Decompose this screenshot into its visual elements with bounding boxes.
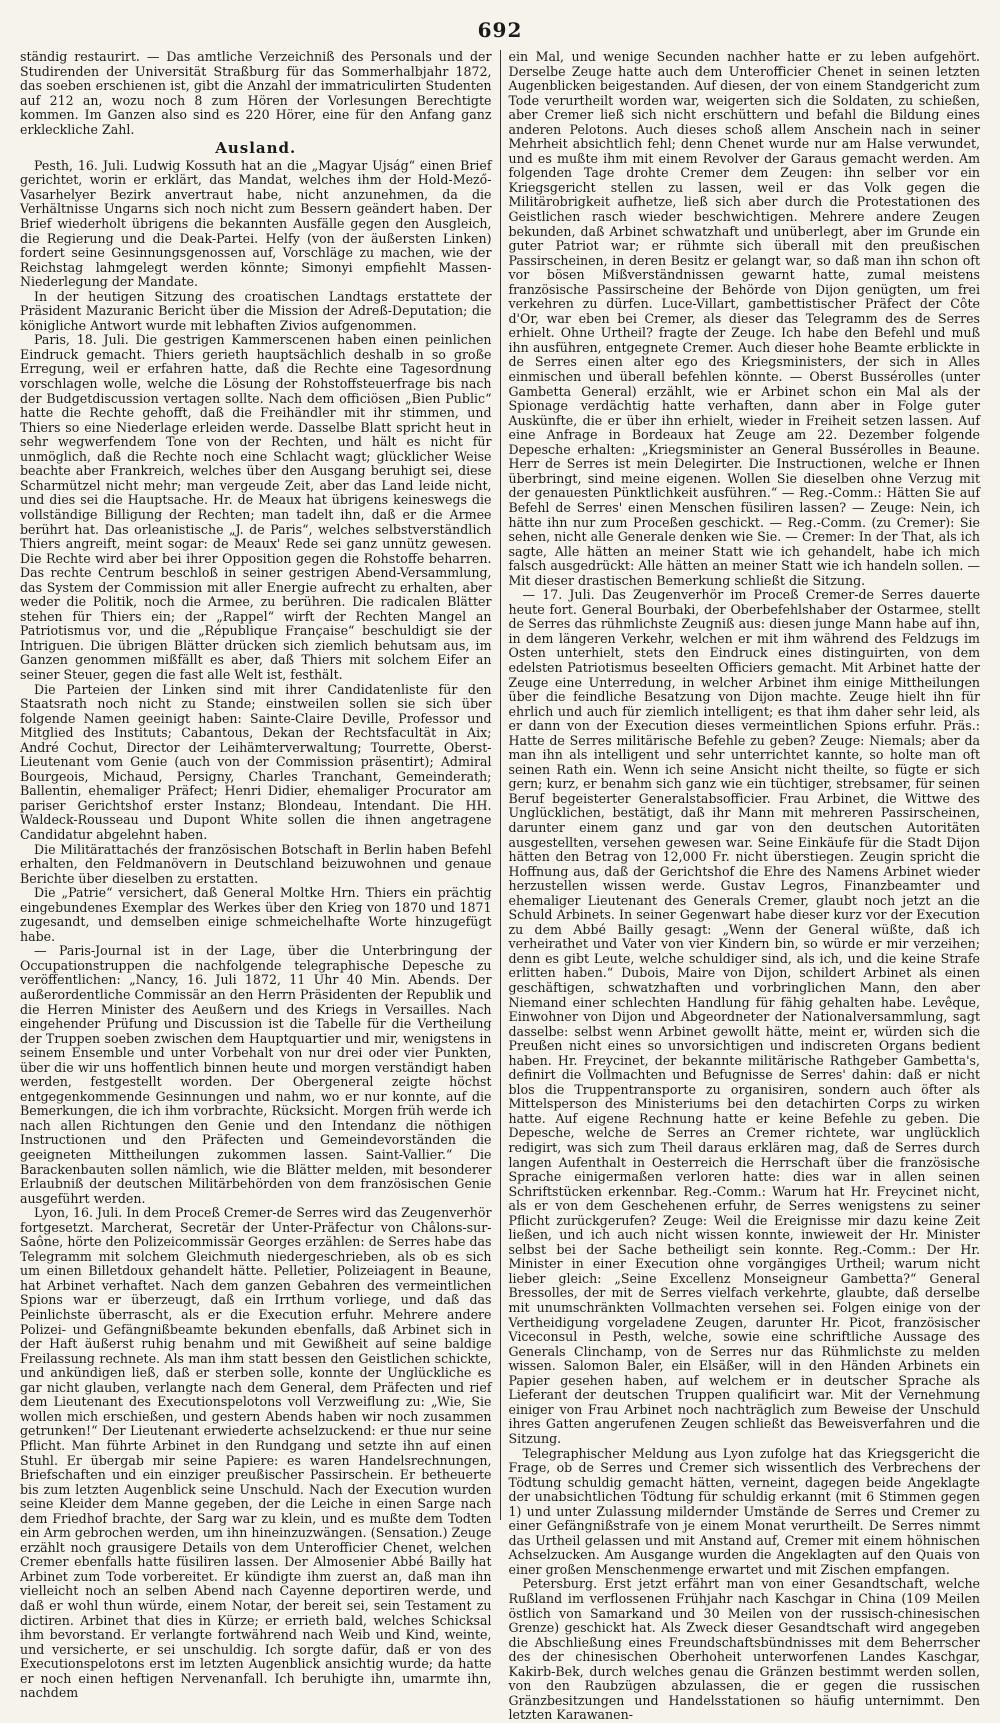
paragraph-petersburg: Petersburg. Erst jetzt erfährt man von einer Gesandtschaft, welche Rußland im verflossenen Frühjahr nach Kaschgar in China (109 Meilen östlich von Samarkand und 30 Meilen von der russisch-chinesischen Grenze) geschickt hat. Als Zweck dieser Gesandtschaft wird angegeben die Abschließung eines Freundschaftsbündnisses mit dem Beherrscher des der chinesischen Oberhoheit unterworfenen Landes Kaschgar, Kakirb-Bek, durch welches genau die Gränzen bestimmt werden sollen, von den Raubzügen abzulassen, die er gegen die russischen Gränzbesitzungen und Handelsstationen so häufig unternimmt. Den letzten Karawanen- xyxy=(508,1576,981,1723)
section-heading-ausland: Ausland. xyxy=(215,139,297,158)
paragraph-croatian-diet: In der heutigen Sitzung des croatischen Landtags erstattete der Präsident Mazuranic Bericht über die Mission der Adreß-Deputation; die königliche Antwort wurde mit lebhaften Zivios aufgenommen. xyxy=(20,288,492,333)
paragraph-candidate-list: Die Parteien der Linken sind mit ihrer Candidatenliste für den Staatsrath noch nicht zu Stande; einstweilen sollen sie sich über folgende Namen geeinigt haben: Sainte-Claire Deville, Professor und Mitglied des Instituts; Cabantous, Dekan der Rechtsfacultät in Aix; André Cochut, Director der Leihämterverwaltung; Tourrette, Oberst-Lieutenant vom Genie (auch von der Commission präsentirt); Admiral Bourgeois, Michaud, Persigny, Charles Tranchant, Gemeinderath; Ballentin, ehemaliger Präfect; Henri Didier, ehemaliger Procurator am pariser Gerichtshof erster Instanz; Blondeau, Intendant. Die HH. Waldeck-Rousseau und Dupont White sollen die ihnen angetragene Candidatur abgelehnt haben. xyxy=(20,681,492,842)
paragraph-paris-chamber: Paris, 18. Juli. Die gestrigen Kammerscenen haben einen peinlichen Eindruck gemacht. Thiers gerieth hauptsächlich deshalb in so große Erregung, weil er erfahren hatte, daß die Rechte eine Tagesordnung vorschlagen wolle, welche die Lösung der Rohstoffsteuerfrage bis nach der Budgetdiscussion vertagen sollte. Nach dem officiösen „Bien Public“ hatte die Rechte gehofft, daß die Freihändler mit ihr stimmen, und Thiers so eine Niederlage erleiden werde. Dasselbe Blatt spricht heut in sehr wegwerfendem Tone von der Rechten, und hält es nicht für unmöglich, daß die Rechte noch eine Schlacht wagt; glücklicher Weise beachte aber Frankreich, welches über den Ausgang beruhigt sei, diese Scharmützel nicht mehr; man vergeude Zeit, aber das Land leide nicht, und dies sei die Hauptsache. Hr. de Meaux hat übrigens keineswegs die vollständige Billigung der Rechten; man tadelt ihn, daß er die Armee berührt hat. Das orleanistische „J. de Paris“, welches selbstverständlich Thiers angreift, meint sogar: de Meaux' Rede sei ganz unnütz gewesen. Die Rechte wird aber bei ihrer Opposition gegen die Rohstoffe beharren. Das rechte Centrum beschloß in seiner gestrigen Abend-Versammlung, das System der Commission mit aller Energie aufrecht zu erhalten, aber weder die Politik, noch die Armee, zu berühren. Die radicalen Blätter stehen für Thiers ein; der „Rappel“ wirft der Rechten Mangel an Patriotismus vor, und die „République Française“ beschuldigt sie der Intriguen. Die übrigen Blätter drücken sich ziemlich behutsam aus, im Ganzen genommen mißfällt es aber, daß Thiers mit solchem Eifer an seiner Steuer, gegen die fast alle Welt ist, festhält. xyxy=(20,332,492,682)
paragraph-university: ständig restaurirt. — Das amtliche Verzeichniß des Personals und der Studirenden der Universität Straßburg für das Sommerhalbjahr 1872, das soeben erschienen ist, gibt die Anzahl der immatriculirten Studenten auf 212 an, wozu noch 8 zum Hören der Vorlesungen Berechtigte kommen. Im Ganzen also sind es 220 Hörer, eine für den Anfang ganz erkleckliche Zahl. xyxy=(20,49,492,137)
paragraph-trial-continued: ein Mal, und wenige Secunden nachher hatte er zu leben aufgehört. Derselbe Zeuge hatte auch dem Unterofficier Chenet in seinen letzten Augenblicken beigestanden. Auf diesen, der von einem Standgericht zum Tode verurtheilt worden war, weigerten sich die Soldaten, zu schießen, aber Cremer ließ sich nicht erschüttern und befahl die Bildung eines anderen Pelotons. Auch dieses schoß allem Anschein nach in seiner Mehrheit absichtlich fehl; denn Chenet wurde nur am Halse verwundet, und es mußte ihm mit einem Revolver der Garaus gemacht werden. Am folgenden Tage drohte Cremer dem Zeugen: ihn selber vor ein Kriegsgericht stellen zu lassen, weil er das Volk gegen die Militärobrigkeit aufhetze, ließ sich aber durch die Protestationen des Geistlichen rasch wieder beschwichtigen. Mehrere andere Zeugen bekunden, daß Arbinet schwatzhaft und unüberlegt, aber im Grunde ein guter Patriot war; er rühmte sich überall mit den preußischen Passirscheinen, in deren Besitz er gelangt war, so daß man ihn schon oft vor bösen Mißverständnissen gewarnt hatte, zumal meistens französische Passirscheine der Behörde von Dijon genügten, um frei verkehren zu dürfen. Luce-Villart, gambettistischer Präfect der Côte d'Or, war eben bei Cremer, als dieser das Telegramm des de Serres erhielt. Ohne Urtheil? fragte der Zeuge. Ich habe den Befehl und muß ihn ausführen, entgegnete Cremer. Auch dieser hohe Beamte erblickte in de Serres einen alter ego des Kriegsministers, der sich in Alles einmischen und überall befehlen könnte. — Oberst Bussérolles (unter Gambetta General) erzählt, wie er Arbinet schon ein Mal als der Spionage verdächtig hatte verhaften, dann aber in Folge guter Auskünfte, die er über ihn erhielt, wieder in Freiheit setzen lassen. Auf eine Anfrage in Bordeaux hat Zeuge am 22. Dezember folgende Depesche erhalten: „Kriegsminister an General Bussérolles in Beaune. Herr de Serres ist mein Delegirter. Die Instructionen, welche er Ihnen überbringt, sind meine eigenen. Wollen Sie dieselben ohne Verzug mit der genauesten Pünktlichkeit ausführen.“ — Reg.-Comm.: Hätten Sie auf Befehl de Serres' einen Menschen füsiliren lassen? — Zeuge: Nein, ich hätte ihn nur zum Proceßen geschickt. — Reg.-Comm. (zu Cremer): Sie sehen, nicht alle Generale denken wie Sie. — Cremer: In der That, als ich sagte, Alle hätten an meiner Statt wie ich gehandelt, habe ich mich falsch ausgedrückt: Alle hätten an meiner Statt wie ich handeln sollen. — Mit dieser drastischen Bemerkung schließt die Sitzung. xyxy=(508,49,981,588)
right-column xyxy=(501,49,981,1723)
paragraph-occupation-troops: — Paris-Journal ist in der Lage, über die Unterbringung der Occupationstruppen die nachfolgende telegraphische Depesche zu veröffentlichen: „Nancy, 16. Juli 1872, 11 Uhr 40 Min. Abends. Der außerordentliche Commissär an den Herrn Präsidenten der Republik und die Herren Minister des Aeußern und des Kriegs in Versailles. Nach eingehender Prüfung und Discussion ist die Tabelle für die Vertheilung der Truppen soeben zwischen dem Hauptquartier und mir, wenigstens in seinem Ensemble und unter Vorbehalt von nur drei oder vier Punkten, über die wir uns hoffentlich binnen heute und morgen verständigt haben werden, festgestellt worden. Der Obergeneral zeigte höchst entgegenkommende Gesinnungen und nahm, wo er nur konnte, auf die Bemerkungen, die ich ihm vorbrachte, Rücksicht. Morgen früh werde ich nach allen Richtungen den Genie und den Intendanz die nöthigen Instructionen und den Präfecten und Gemeindevorständen die geeigneten Mittheilungen zukommen lassen. Saint-Vallier.“ Die Barackenbauten sollen nämlich, wie die Blätter melden, mit besonderer Erlaubniß der deutschen Militärbehörden von dem französischen Genie ausgeführt werden. xyxy=(20,943,492,1206)
page-number: 692 xyxy=(477,18,523,42)
paragraph-patrie: Die „Patrie“ versichert, daß General Moltke Hrn. Thiers ein prächtig eingebundenes Exemplar des Werkes über den Krieg von 1870 und 1871 zugesandt, und demselben einige schmeichelhafte Worte hinzugefügt habe. xyxy=(20,885,492,944)
paragraph-pesth: Pesth, 16. Juli. Ludwig Kossuth hat an die „Magyar Ujság“ einen Brief gerichtet, worin er erklärt, das Mandat, welches ihm der Hold-Mező-Vasarhelyer Bezirk anvertraut habe, nicht anzunehmen, da die Verhältnisse Ungarns sich noch nicht zum Bessern geändert haben. Der Brief wiederholt übrigens die bekannten Ausfälle gegen den Ausgleich, die Regierung und die Deak-Partei. Helfy (von der äußersten Linken) fordert seine Gesinnungsgenossen auf, Vorschläge zu machen, wie der Reichstag lahmgelegt werden könnte; Simonyi empfiehlt Massen-Niederlegung der Mandate. xyxy=(20,157,492,290)
paragraph-military-attaches: Die Militärattachés der französischen Botschaft in Berlin haben Befehl erhalten, den Feldmanövern in Deutschland beizuwohnen und genaue Berichte über dieselben zu erstatten. xyxy=(20,841,492,886)
paragraph-verdict: Telegraphischer Meldung aus Lyon zufolge hat das Kriegsgericht die Frage, ob de Serres und Cremer sich wissentlich des Verbrechens der Tödtung schuldig gemacht hätten, verneint, dagegen beide Angeklagte der unabsichtlichen Tödtung für schuldig erkannt (mit 6 Stimmen gegen 1) und unter Zulassung mildernder Umstände de Serres und Cremer zu einer Gefängnißstrafe von je einem Monat verurtheilt. De Serres nimmt das Urtheil gelassen und mit Anstand auf, Cremer mit einem höhnischen Achselzucken. Am Ausgange wurden die Angeklagten auf den Quais von einer großen Menschenmenge erwartet und mit Zischen empfangen. xyxy=(508,1445,981,1577)
paragraph-july-17-hearing: — 17. Juli. Das Zeugenverhör im Proceß Cremer-de Serres dauerte heute fort. General Bourbaki, der Oberbefehlshaber der Ostarmee, stellt de Serres das rühmlichste Zeugniß aus: diesen junge Mann habe auf ihn, in dem längeren Verkehr, welchen er mit ihm während des Feldzugs im Osten unterhielt, stets den Eindruck eines distinguirten, von dem edelsten Patriotismus beseelten Officiers gemacht. Mit Arbinet hatte der Zeuge eine Unterredung, in welcher Arbinet ihm einige Mittheilungen über die feindliche Besatzung von Dijon machte. Zeuge hielt ihn für ehrlich und auch für ziemlich intelligent; es that ihm daher sehr leid, als er dann von der Execution dieses vermeintlichen Spions erfuhr. Präs.: Hatte de Serres militärische Befehle zu geben? Zeuge: Niemals; aber da man ihn als intelligent und sehr unterrichtet kannte, so holte man oft seinen Rath ein. Wenn ich seine Ansicht nicht theilte, so fügte er sich gern; kurz, er benahm sich ganz wie ein tüchtiger, strebsamer, für seinen Beruf begeisterter Generalstabsofficier. Frau Arbinet, die Wittwe des Unglücklichen, bestätigt, daß ihr Mann mit mehreren Passirscheinen, darunter einem ganz und gar von den deutschen Autoritäten ausgestellten, versehen gewesen war. Seine Einkäufe für die Stadt Dijon hätten den Betrag von 12,000 Fr. nicht überstiegen. Zeugin spricht die Hoffnung aus, daß der Gerichtshof die Ehre des Namens Arbinet wieder herzustellen wissen werde. Gustav Legros, Finanzbeamter und ehemaliger Lieutenant des Generals Cremer, glaubt noch jetzt an die Schuld Arbinets. In seiner Gegenwart habe dieser kurz vor der Execution zu dem Abbé Bailly gesagt: „Wenn der General wüßte, daß ich verheirathet und Vater von vier Kindern bin, so würde er mir verzeihen; denn es gibt Leute, welche schuldiger sind, als ich, und die keine Strafe erlitten haben.“ Dubois, Maire von Dijon, schildert Arbinet als einen geschäftigen, schwatzhaften und vorbringlichen Mann, den aber Niemand einer schlechten Handlung für fähig gehalten habe. Levêque, Einwohner von Dijon und Abgeordneter der Nationalversammlung, sagt dasselbe: selbst wenn Arbinet gewollt hätte, meint er, würden sich die Preußen nicht eines so unvorsichtigen und indiscreten Organs bedient haben. Hr. Freycinet, der bekannte militärische Rathgeber Gambetta's, definirt die Vollmachten und Befugnisse de Serres' dahin: daß er nicht blos die Truppentransporte zu organisiren, sondern auch öfter als Mittelsperson des Ministeriums bei den detachirten Corps zu wirken hatte. Auf eigene Rechnung hatte er keine Befehle zu geben. Die Depesche, welche de Serres an Cremer richtete, war unglücklich redigirt, was sich zum Theil daraus erklären mag, daß de Serres durch langen Aufenthalt in Oesterreich die Herrschaft über die französische Sprache einigermaßen verloren hatte: dies war in allen seinen Schriftstücken erkennbar. Reg.-Comm.: Warum hat Hr. Freycinet nicht, als er von dem Geschehenen erfuhr, de Serres wenigstens zu seiner Pflicht zurückgerufen? Zeuge: Weil die Ereignisse mir dazu keine Zeit ließen, und ich auch nicht wissen konnte, inwieweit der Hr. Minister selbst bei der Sache betheiligt sein konnte. Reg.-Comm.: Der Hr. Minister in einer Execution ohne vorgängiges Urtheil; warum nicht lieber gleich: „Seine Excellenz Monseigneur Gambetta?“ General Bressolles, der mit de Serres vielfach verkehrte, glaubte, daß derselbe mit unumschränkten Vollmachten versehen sei. Folgen einige von der Vertheidigung vorgeladene Zeugen, darunter Hr. Picot, französischer Viceconsul in Pesth, welche, sowie eine schriftliche Aussage des Generals Clinchamp, von de Serres nur das Rühmlichste zu melden wissen. Salomon Baler, ein Elsäßer, will in den Händen Arbinets ein Papier gesehen haben, auf welchem er in deutscher Sprache als Lieferant der deutschen Truppen qualificirt war. Mit der Vernehmung einiger von Frau Arbinet noch nachträglich zum Beweise der Unschuld ihres Gatten angerufenen Zeugen schließt das Beweisverfahren und die Sitzung. xyxy=(508,587,981,1446)
columns xyxy=(20,49,981,1723)
left-column xyxy=(20,49,500,1701)
paragraph-lyon-trial: Lyon, 16. Juli. In dem Proceß Cremer-de Serres wird das Zeugenverhör fortgesetzt. Marcherat, Secretär der Unter-Präfectur von Châlons-sur-Saône, hörte den Polizeicommissär Georges erzählen: de Serres habe das Telegramm mit solchem Gleichmuth niedergeschrieben, als ob es sich um einen Billetdoux gehandelt hätte. Pelletier, Polizeiagent in Beaune, hat Arbinet verhaftet. Nach dem ganzen Gebahren des vermeintlichen Spions war er überzeugt, daß ein Irrthum vorliege, und daß das Peinlichste überrascht, als er die Execution erfuhr. Mehrere andere Polizei- und Gefängnißbeamte bekunden ebenfalls, daß Arbinet sich in der Haft äußerst ruhig benahm und mit Gewißheit auf seine baldige Freilassung rechnete. Als man ihm statt bessen den Geistlichen schickte, und ankündigen ließ, daß er sterben solle, konnte der Unglückliche es gar nicht glauben, verlangte nach dem General, dem Präfecten und rief dem Lieutenant des Executionspelotons voll Verzweiflung zu: „Wie, Sie wollen mich erschießen, und gestern Abends haben wir noch zusammen getrunken!“ Der Lieutenant erwiederte achselzuckend: er thue nur seine Pflicht. Man führte Arbinet in den Rundgang und setzte ihn auf einen Stuhl. Er übergab mir seine Papiere: es waren Handelsrechnungen, Briefschaften und ein einziger preußischer Passirschein. Er betheuerte bis zum letzten Augenblick seine Unschuld. Nach der Execution wurden seine Kleider dem Manne gegeben, der die Leiche in einen Sarge nach dem Friedhof brachte, der Sarg war zu klein, und es mußte dem Todten ein Arm gebrochen werden, um ihn hineinzuzwängen. (Sensation.) Zeuge erzählt noch grausigere Details von dem Unterofficier Chenet, welchen Cremer ebenfalls hatte füsiliren lassen. Der Almosenier Abbé Bailly hat Arbinet zum Tode vorbereitet. Er kündigte ihm zuerst an, daß man ihn vielleicht noch an selben Abend nach Cayenne deportiren werde, und daß er wohl thun würde, einem Notar, der bereit sei, sein Testament zu dictiren. Arbinet that dies in Kürze; er errieth bald, welches Schicksal ihm bevorstand. Er verlangte fortwährend nach Weib und Kind, weinte, und versicherte, er sei unschuldig. Ich sorgte dafür, daß er von des Executionspelotons erst im letzten Augenblick ansichtig wurde; da hatte er noch einen heftigen Nervenanfall. Ich beruhigte ihn, umarmte ihn, nachdem xyxy=(20,1205,492,1701)
